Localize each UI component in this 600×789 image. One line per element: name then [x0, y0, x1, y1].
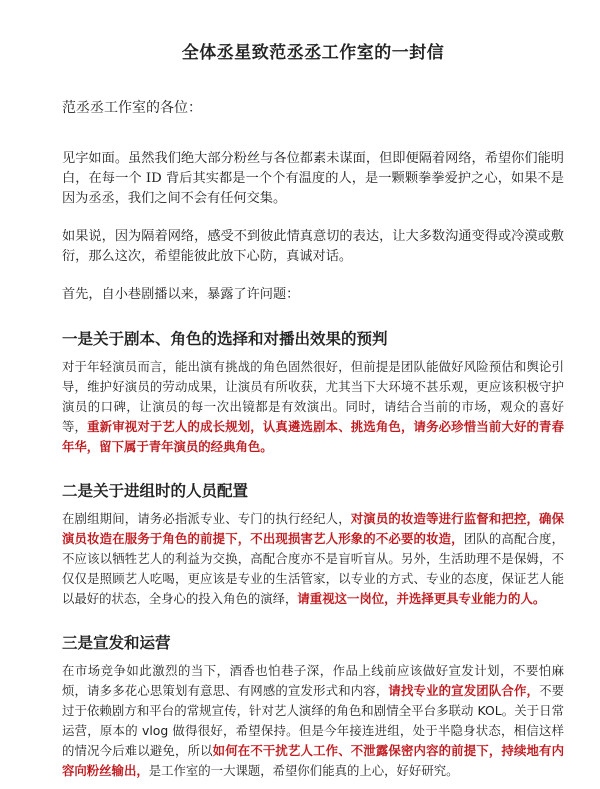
highlight-text: 重新审视对于艺人的成长规划，认真遴选剧本、挑选角色，请务必珍惜当前大好的青春年华，留下属于青年演员的经典角色。 — [62, 419, 565, 454]
highlight-text: 对演员的妆造等进行监督和把控，确保演员妆造在服务于角色的前提下，不出现损害艺人形象的不必要的妆造， — [62, 511, 565, 546]
section-body — [62, 509, 564, 609]
highlight-text: 请重视这一岗位，并选择更具专业能力的人。 — [297, 591, 546, 606]
section-heading: 二是关于进组时的人员配置 — [62, 482, 249, 500]
intro-paragraph-2: 如果说，因为隔着网络，感受不到彼此情真意切的表达，让大多数沟通变得或冷漠或敷衍，那么这次，希望能彼此放下心防，真诚对话。 — [62, 229, 564, 264]
body-text: 团队的高配合度，不应该以牺牲艺人的利益为交换，高配合度亦不是盲听盲从。另外，生活助理不是保姆，不仅仅是照顾艺人吃喝，更应该是专业的生活管家，以专业的方式、专业的态度，保证艺人能以最好的状态，全身心的投入角色的演绎， — [62, 531, 565, 606]
section-body — [62, 661, 564, 781]
body-text: 是工作室的一大课题，希望你们能真的上心，好好研究。 — [148, 763, 459, 778]
section-script-roles — [62, 327, 564, 457]
section-promotion — [62, 631, 564, 781]
body-text: 在剧组期间，请务必指派专业、专门的执行经纪人， — [62, 511, 351, 526]
intro-paragraph-3: 首先，自小巷剧播以来，暴露了许问题： — [62, 287, 300, 302]
highlight-text: 如何在不干扰艺人工作、不泄露保密内容的前提下，持续地有内容向粉丝输出， — [62, 743, 565, 778]
section-heading: 三是宣发和运营 — [62, 634, 171, 652]
body-text: 不要过于依赖剧方和平台的常规宣传，针对艺人演绎的角色和剧情全平台多联动 KOL。关于日常运营，原本的 vlog 做得很好，希望保持。但是今年接连进组，处于半隐身状态，相信这样的情况今后难以避免，所以 — [62, 683, 565, 758]
salutation: 范丞丞工作室的各位： — [62, 100, 202, 116]
section-staffing — [62, 479, 564, 609]
intro-paragraph-1: 见字如面。虽然我们绝大部分粉丝与各位都素未谋面，但即便隔着网络，希望你们能明白，在每一个 ID 背后其实都是一个个有温度的人，是一颗颗拳拳爱护之心，如果不是因为丞丞，我们之间不会有任何交集。 — [62, 151, 564, 206]
body-text: 对于年轻演员而言，能出演有挑战的角色固然很好，但前提是团队能做好风险预估和舆论引导，维护好演员的劳动成果，让演员有所收获，尤其当下大环境不甚乐观，更应该积极守护演员的口碑，让演员的每一次出镜都是有效演出。同时，请结合当前的市场，观众的喜好等， — [62, 359, 564, 434]
section-body — [62, 357, 564, 457]
letter-title: 全体丞星致范丞丞工作室的一封信 — [181, 43, 445, 63]
body-text: 在市场竞争如此激烈的当下，酒香也怕巷子深，作品上线前应该做好宣发计划，不要怕麻烦，请多多花心思策划有意思、有网感的宣发形式和内容， — [62, 663, 564, 698]
highlight-text: 请找专业的宣发团队合作， — [388, 683, 540, 698]
section-heading: 一是关于剧本、角色的选择和对播出效果的预判 — [62, 330, 388, 348]
